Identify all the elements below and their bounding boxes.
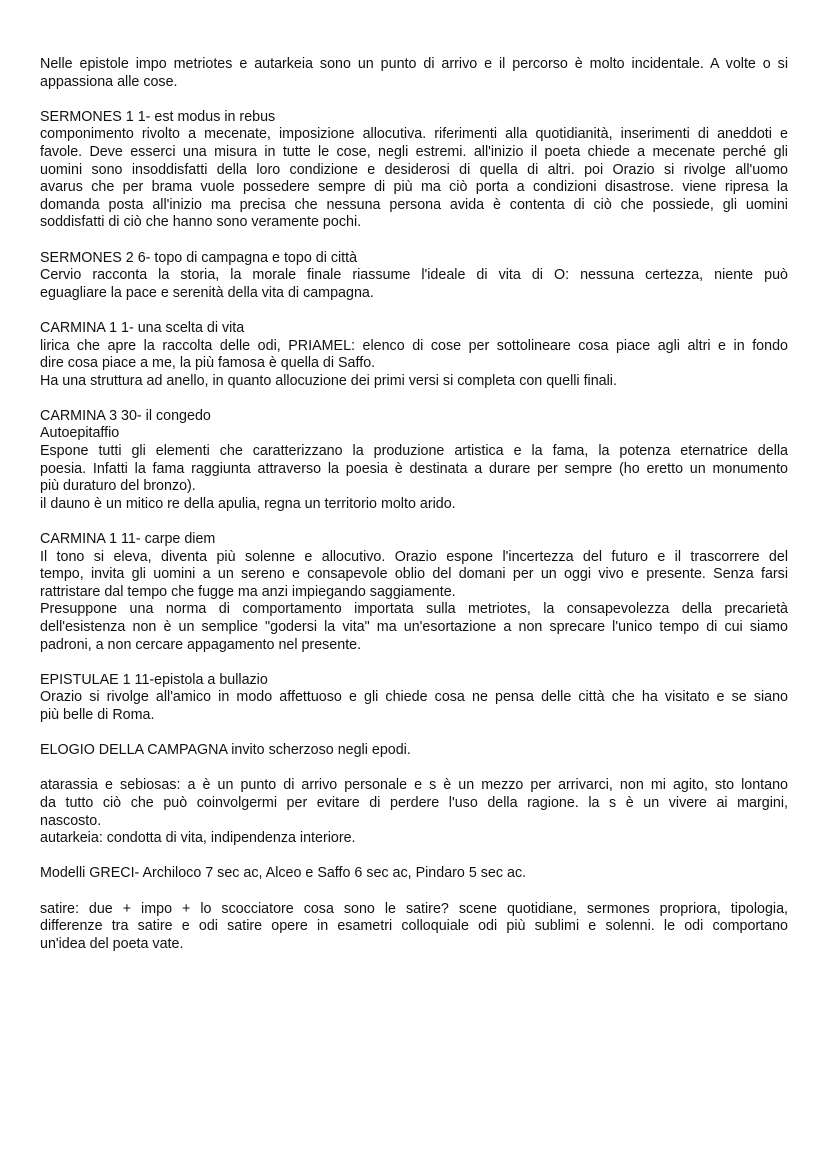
text-line: Orazio si rivolge all'amico in modo affettuoso e gli chiede cosa ne pensa delle città che ha visitato e se siano	[40, 689, 788, 706]
text-line: Ha una struttura ad anello, in quanto allocuzione dei primi versi si completa con quelli finali.	[40, 372, 617, 389]
text-block	[40, 672, 788, 725]
text-block	[40, 777, 788, 847]
text-line: componimento rivolto a mecenate, imposizione allocutiva. riferimenti alla quotidianità, inserimenti di aneddoti e	[40, 126, 788, 143]
text-line: più duraturo del bronzo).	[40, 478, 196, 495]
text-line: satire: due + impo + lo scocciatore cosa sono le satire? scene quotidiane, sermones propriora, tipologia,	[40, 900, 788, 917]
text-line: avarus che per brama vuole possedere sempre di più ma ciò porta a condizioni disastrose. viene ripresa la	[40, 179, 788, 196]
section-heading: SERMONES 2 6- topo di campagna e topo di città	[40, 249, 358, 266]
text-line: Nelle epistole impo metriotes e autarkeia sono un punto di arrivo e il percorso è molto incidentale. A volte o si	[40, 56, 788, 72]
text-line: favole. Deve esserci una misura in tutte le cose, negli estremi. all'inizio il poeta chiede a mecenate perché gli	[40, 143, 788, 160]
text-line: dell'esistenza non è un semplice "godersi la vita" ma un'esortazione a non sprecare l'unico tempo di cui siamo	[40, 619, 788, 635]
text-line: soddisfatti di ciò che hanno sono veramente pochi.	[40, 214, 362, 231]
text-line: il dauno è un mitico re della apulia, regna un territorio molto arido.	[40, 495, 456, 512]
text-line: Cervio racconta la storia, la morale finale riassume l'ideale di vita di O: nessuna certezza, niente può	[40, 267, 788, 284]
text-line: Presuppone una norma di comportamento importata sulla metriotes, la consapevolezza della precarietà	[40, 601, 788, 618]
text-block	[40, 901, 788, 954]
text-line: un'idea del poeta vate.	[40, 935, 184, 952]
text-line: Espone tutti gli elementi che caratterizzano la produzione artistica e la fama, la potenza eternatrice della	[40, 443, 788, 460]
text-line: eguagliare la pace e serenità della vita di campagna.	[40, 284, 374, 301]
text-line: uomini sono insoddisfatti della loro condizione e desiderosi di quella di altri. poi Orazio si rivolge all'uomo	[40, 161, 788, 178]
text-line: più belle di Roma.	[40, 706, 155, 723]
text-line: Modelli GRECI- Archiloco 7 sec ac, Alceo e Saffo 6 sec ac, Pindaro 5 sec ac.	[40, 865, 527, 882]
text-line: rattristare dal tempo che fugge ma anzi impiegando saggiamente.	[40, 583, 456, 600]
section-heading: EPISTULAE 1 11-epistola a bullazio	[40, 671, 268, 688]
text-block	[40, 320, 788, 390]
text-line: Autoepitaffio	[40, 425, 120, 442]
section-heading: CARMINA 1 1- una scelta di vita	[40, 319, 245, 336]
section-heading: SERMONES 1 1- est modus in rebus	[40, 108, 276, 125]
text-line: lirica che apre la raccolta delle odi, PRIAMEL: elenco di cose per sottolineare cosa piace agli altri e in fondo	[40, 337, 788, 354]
text-block	[40, 531, 788, 654]
text-block	[40, 865, 788, 883]
text-line: da tutto ciò che può coinvolgermi per evitare di perdere l'uso della ragione. la s è un vivere ai margini,	[40, 794, 788, 811]
text-line: differenze tra satire e odi satire opere in esametri colloquiale odi più sublimi e solenni. le odi comportano	[40, 918, 788, 935]
text-line: poesia. Infatti la fama raggiunta attraverso la poesia è destinata a durare per sempre (ho eretto un monumento	[40, 460, 788, 477]
section-heading: CARMINA 1 11- carpe diem	[40, 531, 216, 548]
text-block	[40, 109, 788, 232]
section-heading: CARMINA 3 30- il congedo	[40, 407, 211, 424]
text-line: domanda posta all'inizio ma precisa che nessuna persona avida è contenta di ciò che possiede, gli uomini	[40, 196, 788, 213]
text-block	[40, 250, 788, 303]
text-line: appassiona alle cose.	[40, 73, 178, 90]
text-line: atarassia e sebiosas: a è un punto di arrivo personale e s è un mezzo per arrivarci, non mi agito, sto lontano	[40, 777, 788, 794]
text-block	[40, 56, 788, 91]
text-line: nascosto.	[40, 812, 102, 829]
text-block	[40, 408, 788, 514]
text-line: ELOGIO DELLA CAMPAGNA invito scherzoso negli epodi.	[40, 742, 411, 759]
text-line: dire cosa piace a me, la più famosa è quella di Saffo.	[40, 355, 376, 372]
text-line: tempo, invita gli uomini a un sereno e consapevole oblio del domani per un oggi vivo e presente. Senza farsi	[40, 566, 788, 583]
text-line: autarkeia: condotta di vita, indipendenza interiore.	[40, 830, 356, 847]
text-line: padroni, a non cercare appagamento nel presente.	[40, 636, 362, 653]
text-block	[40, 742, 788, 760]
text-line: Il tono si eleva, diventa più solenne e allocutivo. Orazio espone l'incertezza del futuro e il trascorrere del	[40, 548, 788, 565]
